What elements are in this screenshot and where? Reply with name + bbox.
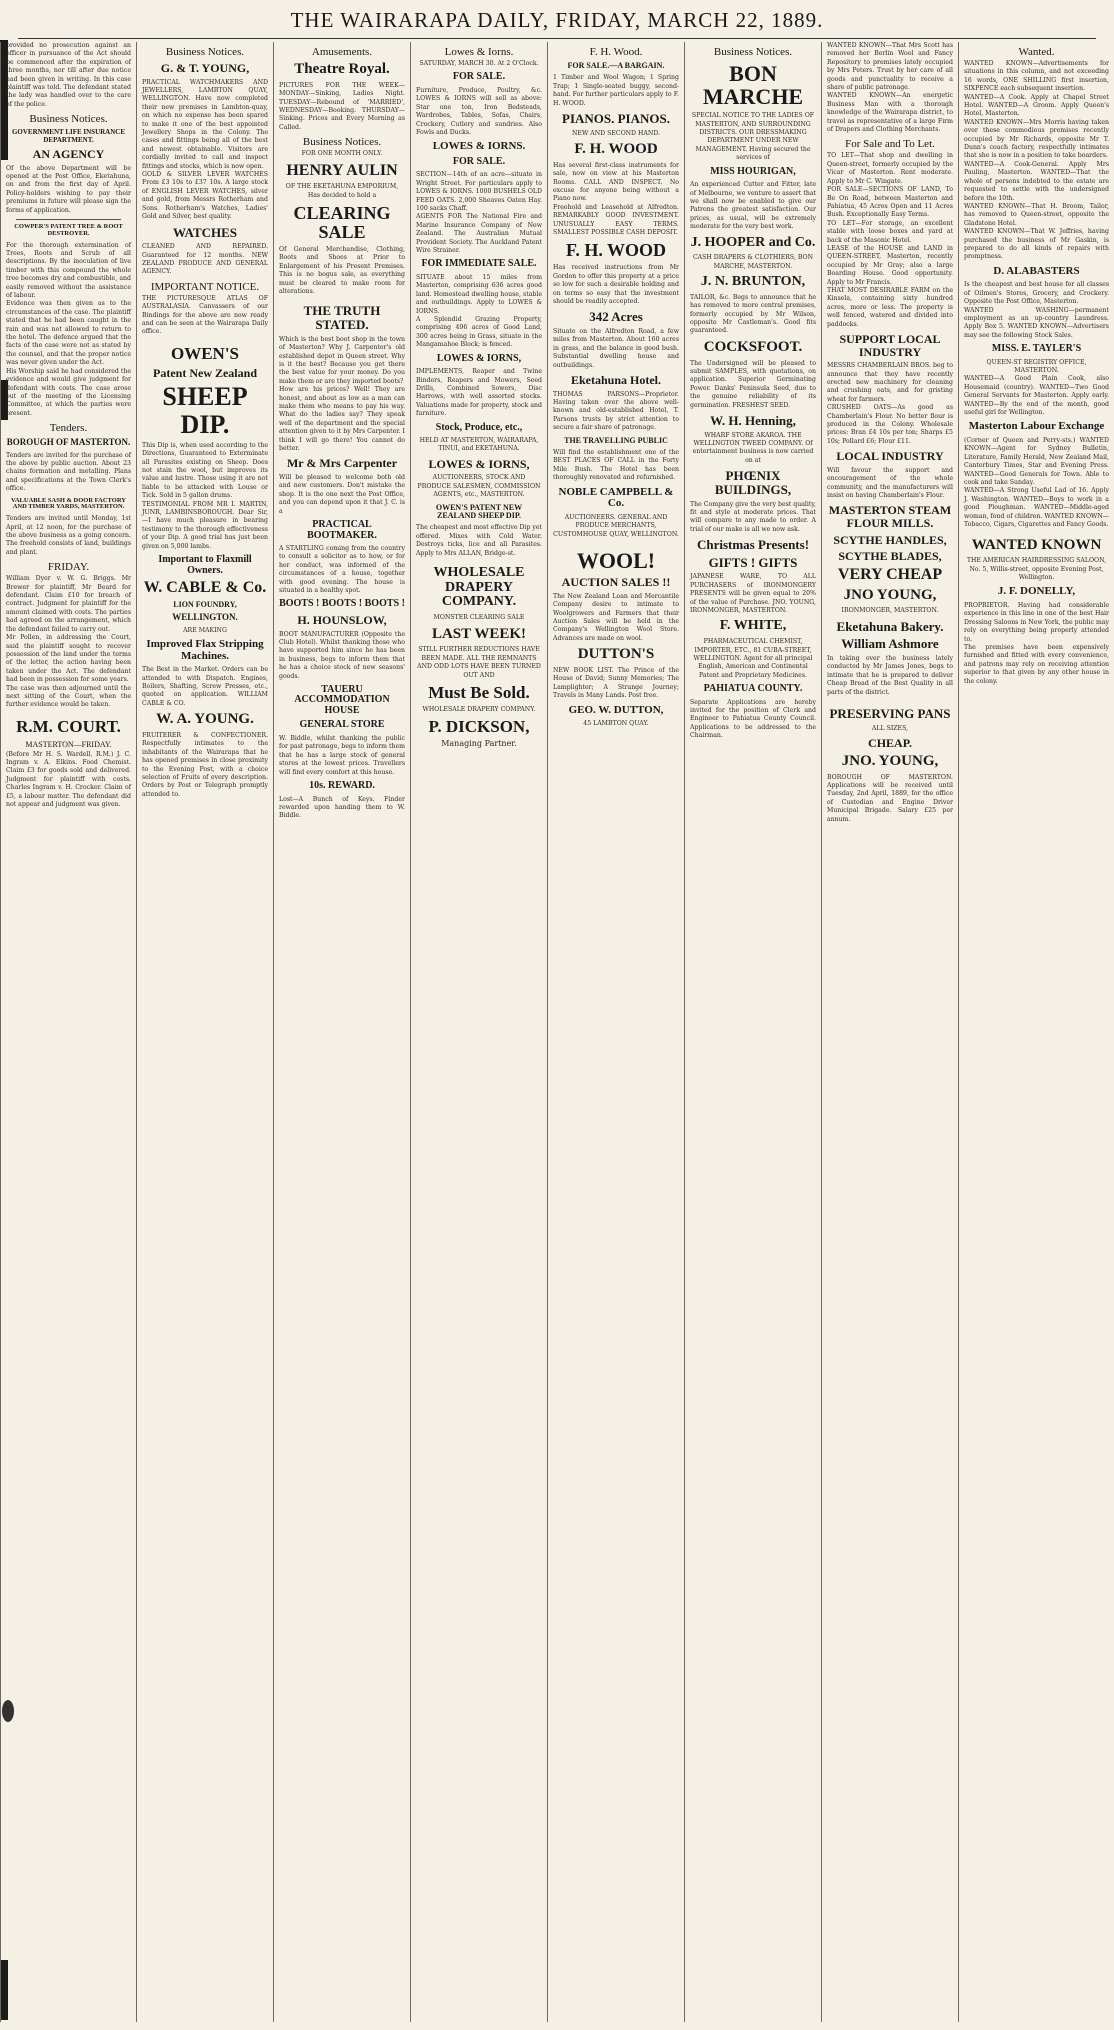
ad-text: PRACTICAL WATCHMAKERS AND JEWELLERS, LAMBTON QUAY, WELLINGTON. Have now completed their new premises in Lambton-quay, on which no expense has been spared to make it one of the best appointed Jewellery Shops in the Colony. The cases and fittings being all of the best and newest obtainable. Visitors are cordially invited to call and inspect fittings and stocks, which is now open.	[142, 78, 268, 170]
ad-text: FRUITERER & CONFECTIONER. Respectfully intimates to the inhabitants of the Wairarapa that he has opened premises in close proximity to the Evening Post, with a choice selection of Fruits of every description. Orders by Post or Telegraph promptly attended to.	[142, 732, 268, 798]
ad-heading: H. HOUNSLOW,	[297, 612, 387, 627]
ad-text: 45 LAMBTON QUAY.	[583, 720, 649, 728]
ad-heading: P. DICKSON,	[428, 717, 530, 737]
ad-heading: FOR SALE.	[452, 71, 506, 83]
ad-heading: PRACTICAL BOOTMAKER.	[307, 519, 377, 541]
ad-text: The cheapest and most effective Dip yet offered. Mixes with Cold Water. Destroys ticks, lice and all Parasites. Apply to Mrs ALLAN, Bridge-st.	[416, 524, 542, 557]
ad-heading: LION FOUNDRY,	[173, 599, 237, 609]
ad-heading: W. H. Henning,	[710, 412, 796, 428]
ad-heading: JNO YOUNG,	[843, 586, 937, 603]
ad-heading: AN AGENCY	[32, 146, 105, 161]
ad-heading: GEO. W. DUTTON,	[568, 703, 664, 716]
article-text: His Worship said he had considered the evidence and would give judgment for defendant with costs. The case arose out of the meeting of the Licensing Committee, at which the parties were present.	[6, 367, 131, 417]
ad-heading: F. H. WOOD	[574, 141, 658, 158]
ad-text: Has several first-class instruments for sale, now on view at his Masterton Rooms. CALL AND INSPECT. No excuse for anyone being without a Piano now.	[553, 161, 679, 203]
ad-text: SITUATE about 15 miles from Masterton, comprising 636 acres good land. Homestead dwelling house, stable and outbuildings. Apply to LOWES & IORNS.	[416, 273, 542, 315]
ad-heading: Improved Flax Stripping Machines.	[146, 638, 264, 662]
ad-text: For the thorough extermination of Trees, Roots and Scrub of all descriptions. By the inoculation of live timber with this compound the whole tree becomes dry and combustible, and easily removed without the assistance of labour.	[6, 241, 131, 300]
ad-text: AGENTS FOR The National Fire and Marine Insurance Company of New Zealand. The Australian Mutual Provident Society. The Auckland Patent Wire Strainer.	[416, 213, 542, 255]
ad-heading: GIFTS ! GIFTS	[708, 554, 798, 570]
ad-text: Situate on the Alfredton Road, a few miles from Masterton. About 160 acres in grass, and the balance in good bush. Substantial dwelling house and outbuildings.	[553, 328, 679, 369]
ad-heading: D. ALABASTERS	[993, 264, 1080, 277]
ad-heading: J. F. DONELLY,	[997, 585, 1076, 598]
ad-heading: Theatre Royal.	[294, 61, 390, 77]
ad-text: THE PICTURESQUE ATLAS OF AUSTRALASIA. Canvassers of our Bindings for the above are now ready and can be seen at the Wairarapa Daily office.	[142, 294, 268, 336]
ad-heading: BOROUGH OF MASTERTON.	[6, 437, 131, 448]
ad-text: FOR ONE MONTH ONLY.	[301, 150, 383, 158]
ad-text: FOR SALE—SECTIONS OF LAND, To Be On Road, between Masterton and Pahiatua, 45 Acres Open and 11 Acres Bush. Exceptionally Easy Terms.	[827, 186, 953, 219]
section-heading: Wanted.	[1018, 46, 1055, 58]
ad-heading: BON MARCHE	[702, 61, 804, 110]
ad-heading: Mr & Mrs Carpenter	[286, 456, 398, 471]
ad-text: AUCTIONEERS. GENERAL AND PRODUCE MERCHANTS, CUSTOMHOUSE QUAY, WELLINGTON.	[553, 513, 679, 538]
ad-heading: SUPPORT LOCAL INDUSTRY	[839, 332, 941, 359]
ad-heading: Eketahuna Bakery.	[836, 618, 944, 634]
column-2	[136, 42, 273, 2022]
ad-heading: DUTTON'S	[577, 646, 655, 663]
article-text: Evidence was then given as to the circumstances of the case. The plaintiff stated that he had been caught in the rain and was not allowed to return to the hotel. The defence argued that the facts of the case were not as stated by the counsel, and that the proper notice was never given under the Act.	[6, 300, 131, 367]
ad-text: BOOT MANUFACTURER (Opposite the Club Hotel). Whilst thanking those who have supported him since he has been in business, begs to inform them that he has a choice stock of new seasons' goods.	[279, 630, 405, 680]
ad-heading: BOOTS ! BOOTS ! BOOTS !	[279, 598, 405, 610]
ad-heading: Must Be Sold.	[428, 682, 530, 702]
ad-text: IRONMONGER, MASTERTON.	[841, 607, 939, 615]
ad-text: NEW BOOK LIST. The Prince of the House of David; Sunny Memories; The Lamplighter; A Strange Journey; Travels in Many Lands. Post free.	[553, 666, 679, 700]
ad-heading: SCYTHE HANDLES,	[833, 532, 947, 547]
article-text: A STARTLING coming from the country to consult a solicitor as to how, or for her conduct, was informed of the circumstances of a house, together with good evening. The house is situated in a healthy spot.	[279, 545, 405, 595]
ad-heading: VERY CHEAP	[837, 565, 943, 583]
ad-text: BOROUGH OF MASTERTON. Applications will be received until Tuesday, 2nd April, 1889, for the office of Custodian and Engine Driver Municipal Brigade. Salary £25 per annum.	[827, 773, 953, 823]
ad-heading: Patent New Zealand	[153, 365, 257, 380]
ad-text: WANTED KNOWN—That W. Jeffries, having purchased the business of Mr Gaskin, is prepared to do all kinds of repairs with promptness.	[964, 228, 1109, 261]
ad-heading: LOCAL INDUSTRY	[836, 449, 944, 464]
ad-text: TO LET—That shop and dwelling in Queen-street, formerly occupied by the Vicar of Masterton. Rent moderate. Apply to Mr C. Wingate.	[827, 152, 953, 185]
ad-text: PHARMACEUTICAL CHEMIST, IMPORTER, ETC., 81 CUBA-STREET, WELLINGTON. Agent for all principal English, American and Continental Patent and Proprietary Medicines.	[693, 638, 813, 679]
ad-heading: THE TRUTH STATED.	[303, 303, 381, 333]
ad-text: JAPANESE WARE, TO ALL PURCHASERS of IRONMONGERY PRESENTS will be given equal to 20% of the value of Purchase. JNO. YOUNG, IRONMONGER, MASTERTON.	[690, 573, 816, 615]
ad-text: WANTED KNOWN—An energetic Business Man with a thorough knowledge of the Wairarapa district, to travel as representative of a large Firm of Drapers and Clothing Merchants.	[827, 92, 953, 134]
section-heading: Business Notices.	[302, 136, 382, 149]
column-4	[410, 42, 547, 2022]
column-6	[684, 42, 821, 2022]
column-8	[958, 42, 1114, 2022]
ad-heading: NOBLE CAMPBELL & Co.	[558, 485, 674, 510]
ad-text: STILL FURTHER REDUCTIONS HAVE BEEN MADE. ALL THE REMNANTS AND ODD LOTS HAVE BEEN TURNED OUT AND	[417, 646, 541, 679]
ad-heading: OWEN'S	[170, 343, 240, 363]
ad-text: LEASE of the HOUSE and LAND in QUEEN-STREET, Masterton, recently occupied by Mr Gray; also a large Boarding House. Good opportunity. Apply to Mr Francis.	[827, 244, 953, 286]
ad-heading: GOVERNMENT LIFE INSURANCE DEPARTMENT.	[11, 128, 126, 144]
ad-text: The Company give the very best quality, fit and style at moderate prices. That will compare to any made to order. A trial of our make is all we now ask.	[690, 500, 816, 533]
ad-heading: J. HOOPER and Co.	[690, 234, 816, 250]
ad-text: The Undersigned will be pleased to submit SAMPLES, with quotations, on application. Superior Germinating Power. Danks' Peninsula Seed, due to the genuine reliability of its germination. FRESHEST SEED.	[690, 359, 816, 409]
masthead-rule	[18, 38, 1096, 39]
ad-text: WHARF STORE AKAROA. THE WELLINGTON TWEED COMPANY. Of entertainment business is now carried on at	[692, 431, 814, 464]
column-1	[0, 42, 136, 2022]
ad-text: TAILOR, &c. Begs to announce that he has removed to more central premises, formerly occupied by Mr Wilson, opposite Mr Castleman's. Good fits guaranteed.	[690, 293, 816, 335]
ad-text: WANTED WASHING—permanent employment as an up-country Laundress. Apply Box 5. WANTED KNOWN—Advertisers may see the following Stock Sales.	[964, 306, 1109, 339]
ad-text: TO LET—For storage, an excellent stable with loose boxes and yard at back of the Masonic Hotel.	[827, 219, 953, 244]
ad-heading: TAUERU ACCOMMODATION HOUSE	[294, 683, 390, 716]
ad-heading: Important to Flaxmill Owners.	[158, 554, 252, 576]
section-heading: Business Notices.	[165, 46, 245, 58]
section-heading: MASTERTON—FRIDAY.	[25, 739, 112, 749]
article-text: The case was then adjourned until the next sitting of the Court, when the further evidence would be taken.	[6, 684, 131, 709]
ad-heading: VALUABLE SASH & DOOR FACTORY AND TIMBER YARDS, MASTERTON.	[11, 496, 126, 511]
ad-heading: SCYTHE BLADES,	[838, 549, 942, 564]
section-heading: Business Notices.	[713, 46, 793, 58]
ad-text: PICTURES FOR THE WEEK— MONDAY—Sinking, Ladies Night. TUESDAY—Rebound of 'MARRIED', WEDNESDAY—Booking. THURSDAY—Sinking. Prices and Every Morning as Called.	[279, 81, 405, 131]
ad-text: Will find the establishment one of the BEST PLACES OF CALL in the Forty Mile Bush. The Hotel has been thoroughly renovated and refurnished.	[553, 449, 679, 482]
column-3	[273, 42, 410, 2022]
ad-text: Will favour the support and encouragement of the whole community, and the manufacturers will insist on having Chamberlain's Flour.	[827, 466, 953, 500]
ad-text: NEW AND SECOND HAND.	[572, 129, 660, 137]
ad-heading: COCKSFOOT.	[703, 338, 803, 355]
ad-text: WANTED KNOWN—That H. Broom, Tailor, has removed to Queen-street, opposite the Gladstone Hotel.	[964, 202, 1109, 227]
ad-text: SPECIAL NOTICE TO THE LADIES OF MASTERTON, AND SURROUNDING DISTRICTS. OUR DRESSMAKING DEPARTMENT UNDER NEW MANAGEMENT. Having secured the services of	[691, 112, 815, 162]
article-text: (Before Mr H. S. Wardell, R.M.) J. C. Ingram v. A. Elkins. Food Chemist. Claim £3 for goods sold and delivered. Judgment for plaintiff with costs. Charles Ingram v. H. Crocker. Claim of £5, a labour matter. The defendant did not appear and judgment was given.	[6, 750, 131, 809]
ad-heading: R.M. COURT.	[16, 716, 121, 736]
ad-heading: FOR SALE.	[452, 155, 506, 167]
section-heading: FRIDAY.	[47, 561, 90, 574]
ad-text: An experienced Cutter and Fitter, late of Melbourne, we venture to assert that we shall now be enabled to give our Patrons the greatest satisfaction. Our prices, as usual, will be extremely moderate for the very best work.	[690, 181, 816, 231]
ad-heading: Masterton Labour Exchange	[968, 420, 1105, 433]
ad-heading: CHEAP.	[868, 736, 912, 751]
ad-text: W. Biddle, whilst thanking the public for past patronage, begs to inform them that he has a large stock of general stores at the lowest prices. Travellers will find every comfort at this house.	[279, 734, 405, 776]
ad-text: Will be pleased to welcome both old and new customers. Don't mistake the shop. It is the one next the Post Office, and you can depend upon it that J. C. is a	[279, 473, 405, 515]
ad-text: The New Zealand Loan and Mercantile Company desire to intimate to Woolgrowers and Farmers that their Auction Sales will be held in the Company's Wellington Wool Store. Advances are made on wool.	[553, 592, 679, 642]
ad-text: The premises have been expensively furnished and fitted with every convenience, and patrons may rely on receiving attention superior to that given by any other house in the colony.	[964, 644, 1109, 685]
ad-text: 1 Timber and Wool Wagon; 1 Spring Trap; 1 Single-seated buggy, second-hand. For further particulars apply to F. H. WOOD.	[553, 74, 679, 107]
ad-heading: W. CABLE & Co.	[143, 579, 267, 597]
ad-text: ALL SIZES,	[871, 724, 909, 732]
ad-heading: PAHIATUA COUNTY.	[703, 683, 803, 695]
ad-text: CLEANED AND REPAIRED. Guaranteed for 12 months. NEW ZEALAND PRODUCE AND GENERAL AGENCY.	[142, 243, 268, 276]
ad-text: WANTED KNOWN—That Mrs Scott has removed her Berlin Wool and Fancy Repository to premises lately occupied by Mrs Peters. Trust by her care of all goods and punctuality to receive a share of public patronage.	[827, 42, 953, 92]
ad-heading: WANTED KNOWN	[971, 536, 1102, 553]
ad-heading: MISS HOURIGAN,	[710, 165, 796, 177]
ad-heading: HENRY AULIN	[286, 161, 398, 179]
ad-text: GOLD & SILVER LEVER WATCHES From £3 10s to £37 10s. A large stock of ENGLISH LEVER WATCHES, silver and gold, from Messrs Rotherham and Sons. Rotherham's Watches, Ladies' Gold and Silver, best quality.	[142, 171, 268, 221]
ad-text: THAT MOST DESIRABLE FARM on the Kinsela, containing sixty hundred acres, more or less. The property is well fenced, watered and divided into paddocks.	[827, 286, 953, 328]
ad-heading: W. A. YOUNG.	[156, 711, 254, 728]
ad-text: MESSRS CHAMBERLAIN BROS. beg to announce that they have recently erected new machinery for cleaning and crushing oats, and for gristing wheat for farmers.	[827, 362, 953, 403]
ad-text: CRUSHED OATS—As good as Chamberlain's Flour. No better flour is produced in the Colony. Wholesale prices: Bran £4 10s per ton; Sharps £5 10s; Pollard £6; Flour £11.	[827, 404, 953, 445]
ad-heading: JNO. YOUNG,	[841, 752, 939, 769]
column-7	[821, 42, 958, 2022]
ad-text: OF THE EKETAHUNA EMPORIUM, Has decided to hold a	[285, 183, 399, 199]
ad-heading: William Ashmore	[841, 636, 939, 652]
ad-text: In taking over the business lately conducted by Mr James Jones, begs to intimate that he is prepared to deliver Cheap Bread of the Best Quality in all parts of the district.	[827, 655, 953, 696]
ad-text: Is the cheapest and best house for all classes of Oilmen's Stores, Grocery, and Crockery. Opposite the Post Office, Masterton.	[964, 281, 1109, 306]
ad-heading: J. N. BRUNTON,	[700, 274, 806, 290]
ad-heading: THE TRAVELLING PUBLIC	[564, 435, 668, 445]
ad-text: IMPLEMENTS, Reaper and Twine Binders, Reapers and Mowers, Seed Drills, Combined Sowers, Disc Harrows, with well assorted stocks. Valuations made for property, stock and furniture.	[416, 368, 542, 418]
ad-heading: F. WHITE,	[719, 618, 787, 634]
ad-heading: FOR IMMEDIATE SALE.	[421, 258, 537, 270]
ad-text: HELD AT MASTERTON, WAIRARAPA, TINUI, and EKETAHUNA.	[419, 437, 539, 453]
ad-heading: LAST WEEK!	[431, 625, 527, 642]
ad-text: CASH DRAPERS & CLOTHIERS, BON MARCHE, MASTERTON.	[692, 254, 814, 270]
ad-heading: LOWES & IORNS.	[432, 140, 526, 153]
ad-text: Freehold and Leasehold at Alfredton. REMARKABLY GOOD INVESTMENT. UNUSUALLY EASY TERMS. SMALLEST POSSIBLE CASH DEPOSIT.	[553, 203, 679, 237]
ad-text: WHOLESALE DRAPERY COMPANY.	[422, 705, 536, 713]
article-text: Mr Pollen, in addressing the Court, said the plaintiff sought to recover possession of the land under the terms of the letter, the action having been taken under the Act. The defendant had been in possession for some years.	[6, 634, 131, 684]
ad-text: Tenders are invited for the purchase of the above by public auction. About 23 chains formation and metalling. Plans and specifications at the Town Clerk's office.	[6, 451, 131, 493]
ad-text: Lost—A Bunch of Keys. Finder rewarded upon handing them to W. Biddle.	[279, 795, 405, 820]
ad-heading: COWPER'S PATENT TREE & ROOT DESTROYER.	[14, 222, 123, 237]
section-heading: Tenders.	[49, 422, 88, 435]
ad-text: Tenders are invited until Monday, 1st April, at 12 noon, for the purchase of the above business as a going concern. The freehold consists of land, buildings and plant.	[6, 515, 131, 556]
ad-text: THE AMERICAN HAIRDRESSING SALOON, No. 5, Willis-street, opposite Evening Post, Wellington.	[966, 557, 1107, 582]
ad-text: QUEEN-ST REGISTRY OFFICE, MASTERTON.	[986, 358, 1087, 375]
ad-heading: FOR SALE.—A BARGAIN.	[567, 61, 665, 70]
ad-heading: F. H. WOOD	[565, 240, 667, 261]
article-text: Which is the best boot shop in the town of Masterton? Why J. Carpenter's old established depot in Queen street. Why is it the best? Because you get there the best value for your money. Do you make them or are they imported boots?	[279, 335, 405, 385]
ad-heading: Stock, Produce, etc.,	[435, 421, 523, 433]
ad-heading: WHOLESALE DRAPERY COMPANY.	[433, 565, 525, 610]
ad-heading: LOWES & IORNS,	[428, 456, 530, 471]
ad-heading: G. & T. YOUNG,	[160, 61, 250, 75]
ad-heading: OWEN'S PATENT NEW ZEALAND SHEEP DIP.	[435, 502, 523, 521]
section-heading: Lowes & Iorns.	[444, 46, 514, 58]
ad-heading: LOWES & IORNS,	[436, 352, 522, 364]
ad-heading: PHŒNIX BUILDINGS,	[714, 468, 792, 497]
ad-text: Managing Partner.	[441, 739, 517, 749]
ad-text: TESTIMONIAL FROM MR I. MARTIN, JUNR, LAMBINSBOROUGH. Dear Sir,—I have much pleasure in bearing testimony to the thorough effectiveness of your Dip. A good trial has just been given on 5,000 lambs.	[142, 500, 268, 550]
ad-heading: CLEARING SALE	[293, 203, 391, 243]
ad-text: ARE MAKING	[183, 626, 227, 634]
ad-heading: WATCHES	[172, 224, 238, 240]
ad-heading: Christmas Presents!	[696, 537, 810, 553]
article-text: provided no prosecution against an officer in pursuance of the Act should be commenced after the expiration of three months, nor till after due notice had been given in writing. In this case plaintiff was told. The defendant stated the lady was handled over to the care of the police.	[6, 42, 131, 108]
ad-heading: 10s. REWARD.	[309, 780, 375, 792]
ad-text: MONSTER CLEARING SALE	[433, 614, 525, 622]
ad-text: Has received instructions from Mr Gordon to offer this property at a price so low for such a desirable holding and on terms so easy that the investment should be readily accepted.	[553, 264, 679, 305]
ad-heading: PIANOS. PIANOS.	[562, 111, 670, 127]
column-5	[547, 42, 684, 2022]
section-heading: Amusements.	[311, 46, 373, 58]
ad-text: WANTED—A Cook. Apply at Chapel Street Hotel. WANTED—A Groom. Apply Queen's Hotel, Masterton.	[964, 93, 1109, 118]
ad-text: WANTED—A Strong Useful Lad of 16. Apply J. Washington. WANTED—Boys to work in a good Ploughman. WANTED—Middle-aged woman, fond of children. WANTED KNOWN—Tobacco, Cigars, Cigarettes and Fancy Goods.	[964, 487, 1109, 529]
ad-text: WANTED KNOWN—Advertisements for situations in this column, and not exceeding 16 words, ONE SHILLING first insertion, SIXPENCE each subsequent insertion.	[964, 60, 1109, 93]
ad-text: SECTION—14th of an acre—situate in Wright Street. For particulars apply to LOWES & IORNS. 1000 BUSHELS OLD FEED OATS. 2,000 Sheaves Oaten Hay. 100 sacks Chaff.	[416, 171, 542, 213]
ad-text: WANTED—A Good Plain Cook, also Housemaid (country). WANTED—Two Good General Servants for Masterton. Apply early. WANTED—By the end of the month, good useful girl for Wellington.	[964, 375, 1109, 417]
ad-text: AUCTIONEERS, STOCK AND PRODUCE SALESMEN, COMMISSION AGENTS, etc., MASTERTON.	[417, 474, 541, 499]
ad-heading: GENERAL STORE	[299, 719, 385, 731]
article-text: William Dyer v. W. G. Briggs. Mr Brewer for plaintiff, Mr Beard for defendant. Claim £10 for breach of contract. Judgment for plaintiff for the amount claimed with costs. The parties had agreed on the arrangement, which the defendant failed to carry out.	[6, 575, 131, 633]
section-heading: F. H. Wood.	[589, 46, 643, 58]
ad-heading: SHEEP DIP.	[162, 382, 248, 439]
masthead-title: THE WAIRARAPA DAILY, FRIDAY, MARCH 22, 1889.	[290, 8, 824, 32]
ad-heading: MISS. E. TAYLER'S	[991, 343, 1082, 355]
ad-text: PROPRIETOR. Having had considerable experience in this line in one of the best Hair Dressing Saloons in New York, the public may rely on everything being properly attended to.	[964, 602, 1109, 643]
ad-text: Separate Applications are hereby invited for the position of Clerk and Engineer to Pahiatua County Council. Applications to be addressed to the Chairman.	[690, 698, 816, 740]
ad-text: THOMAS PARSONS—Proprietor. Having taken over the above well-known and old-established Hotel, T. Parsons trusts by strict attention to secure a fair share of patronage.	[553, 390, 679, 432]
ad-text: Furniture, Produce, Poultry, &c. LOWES & IORNS will sell as above: Star one ton, Iron Bedsteads, Wardrobes, Tables, Sofas, Chairs, Crockery, Cutlery and sundries. Also Fowls and Ducks.	[416, 86, 542, 136]
ad-text: WANTED KNOWN—Mrs Morris having taken over these commodious premises recently occupied by Mr Richards, opposite Mr T. Dunn's coach factory, respectfully intimates that she is now in a position to take boarders.	[964, 118, 1109, 160]
section-heading: For Sale and To Let.	[845, 138, 935, 151]
ad-text: Of General Merchandise, Clothing, Boots and Shoes at Prior to Enlargement of his Present Premises. This is no bogus sale, as everything must be cleared to make room for alterations.	[279, 245, 405, 296]
ad-heading: Eketahuna Hotel.	[570, 373, 661, 388]
ad-heading: 342 Acres	[589, 309, 643, 325]
ad-text: A Splendid Grazing Property, comprising 496 acres of Good Land, 300 acres being in Grass, situate in the Mangamahoe Block; is fenced.	[416, 315, 542, 349]
section-heading: Business Notices.	[29, 113, 108, 126]
ad-text: (Corner of Queen and Perry-sts.) WANTED KNOWN—Agent for Sydney Bulletin, Literature, Family Herald, New Zealand Mail, Canterbury Times, Star and Evening Press. WANTED—Good Generals for Town. Able to cook and take Sunday.	[964, 437, 1109, 487]
article-text: How are his prices? Well! They are honest, and about as low as a man can make them who means to pay his way. What do the ladies say? They speak well of the department and the special attention given to it by Mrs Carpenter. I think I will go there! You cannot do better.	[279, 386, 405, 452]
ad-text: SATURDAY, MARCH 30. At 2 O'Clock.	[419, 60, 539, 67]
ad-heading: WELLINGTON.	[172, 612, 238, 623]
ad-heading: MASTERTON STEAM FLOUR MILLS.	[828, 503, 952, 531]
section-heading: IMPORTANT NOTICE.	[150, 280, 260, 293]
ad-heading: AUCTION SALES !!	[561, 575, 671, 590]
ad-heading: PRESERVING PANS	[829, 706, 951, 722]
ad-text: The Best in the Market. Orders can be attended to with Dispatch. Engines, Boilers, Shafting, Screw Presses, etc., quoted on application. WILLIAM CABLE & CO.	[142, 666, 268, 707]
ad-heading: WOOL!	[576, 548, 656, 574]
ad-text: WANTED—A Cook-General. Apply Mrs Pauling, Masterton. WANTED—That the whole of persons indebted to the estate are requested to settle with the undersigned before the 10th.	[964, 160, 1109, 202]
ad-text: This Dip is, when used according to the Directions, Guaranteed to Exterminate all Parasites existing on Sheep. Does not stain the wool, but improves its value and lustre. Those using it are not liable to be attacked with Louse or Tick. Sold in 5 gallon drums.	[142, 441, 268, 500]
ad-text: Of the above Department will be opened at the Post Office, Eketahuna, on and from the first day of April. Policy-holders wishing to pay their premiums in future will please sign the forms of application.	[6, 164, 131, 214]
